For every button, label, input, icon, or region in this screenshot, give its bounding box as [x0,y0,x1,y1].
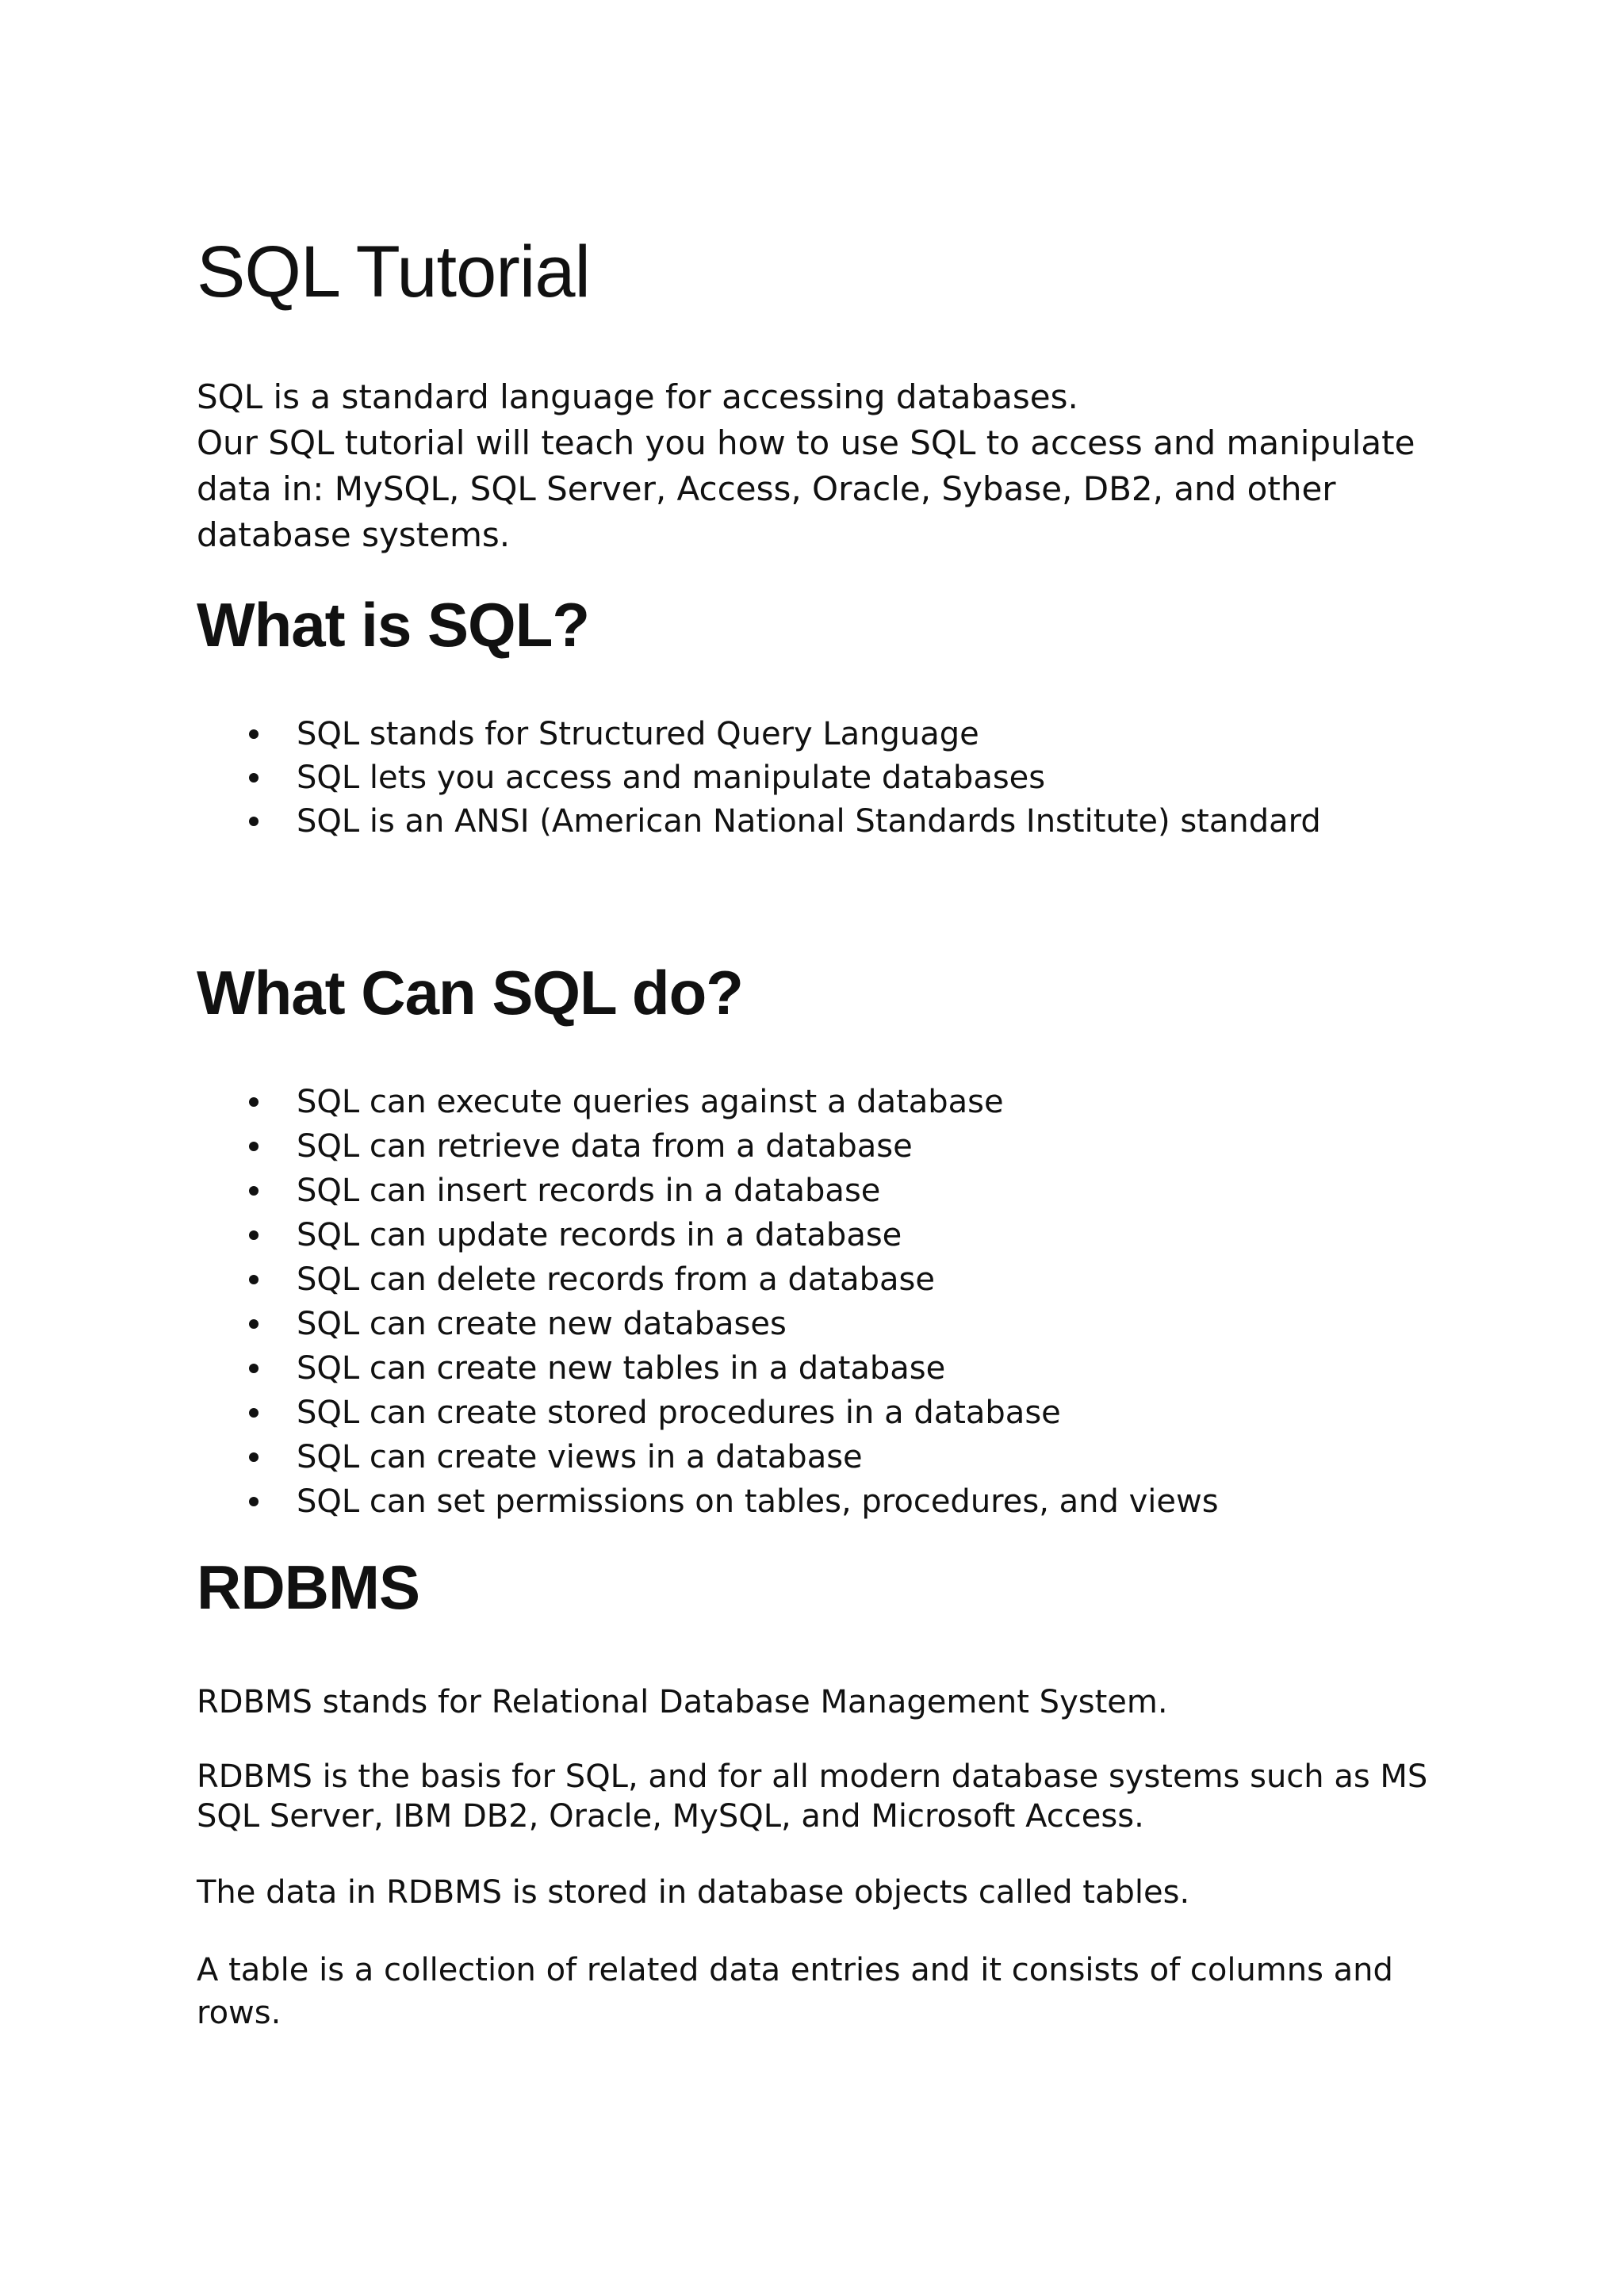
bullet-icon [249,1497,259,1506]
paragraph-line: RDBMS is the basis for SQL, and for all modern database systems such as MS [197,1758,1428,1795]
heading-what-can-sql-do: What Can SQL do? [197,958,743,1027]
bullet-icon [249,1142,259,1151]
list-item-text: SQL can delete records from a database [297,1261,935,1298]
list-item-text: SQL can execute queries against a database [297,1084,1004,1120]
list-item-text: SQL can create new tables in a database [297,1350,946,1387]
list-item-text: SQL can retrieve data from a database [297,1128,913,1165]
list-item-text: SQL can create new databases [297,1306,787,1342]
bullet-icon [249,1452,259,1462]
bullet-icon [249,1275,259,1284]
list-item-text: SQL can create views in a database [297,1439,863,1475]
paragraph-line: RDBMS stands for Relational Database Management System. [197,1684,1168,1720]
bullet-icon [249,1319,259,1329]
page-title: SQL Tutorial [197,232,590,312]
paragraph-line: SQL Server, IBM DB2, Oracle, MySQL, and Microsoft Access. [197,1798,1144,1835]
list-item-text: SQL can update records in a database [297,1217,902,1253]
bullet-icon [249,1097,259,1107]
heading-what-is-sql: What is SQL? [197,590,589,660]
bullet-icon [249,817,259,826]
list-item-text: SQL lets you access and manipulate databases [297,760,1046,796]
list-item-text: SQL can insert records in a database [297,1173,881,1209]
list-item-text: SQL stands for Structured Query Language [297,716,979,752]
list-item-text: SQL can create stored procedures in a database [297,1395,1061,1431]
heading-rdbms: RDBMS [197,1552,419,1622]
paragraph-line: The data in RDBMS is stored in database objects called tables. [197,1874,1190,1911]
paragraph-line: A table is a collection of related data entries and it consists of columns and [197,1952,1393,1988]
list-item-text: SQL can set permissions on tables, procedures, and views [297,1483,1219,1520]
intro-line-4: database systems. [197,515,511,554]
paragraph-line: rows. [197,1995,282,2031]
bullet-icon [249,1186,259,1196]
bullet-icon [249,1364,259,1373]
intro-line-2: Our SQL tutorial will teach you how to use SQL to access and manipulate [197,423,1415,462]
bullet-icon [249,773,259,783]
bullet-icon [249,1230,259,1240]
list-item-text: SQL is an ANSI (American National Standards Institute) standard [297,803,1321,840]
intro-line-3: data in: MySQL, SQL Server, Access, Oracle, Sybase, DB2, and other [197,469,1336,508]
bullet-icon [249,1408,259,1418]
bullet-icon [249,729,259,739]
intro-line-1: SQL is a standard language for accessing databases. [197,377,1078,416]
